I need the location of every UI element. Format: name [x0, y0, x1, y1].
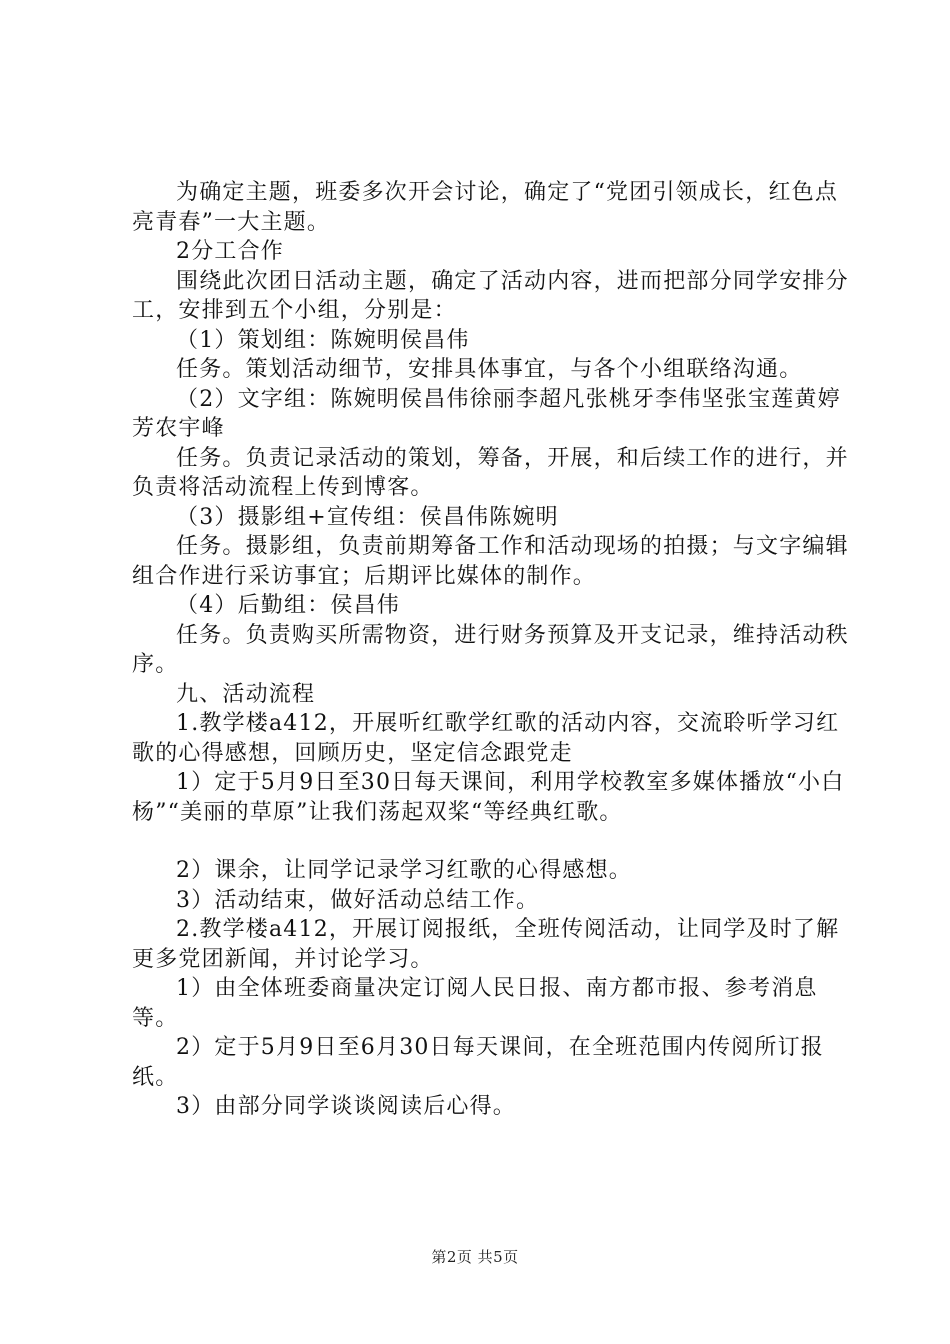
paragraph-heading-division: 2分工合作: [176, 239, 284, 264]
paragraph-theme: 为确定主题，班委多次开会讨论，确定了“党团引领成长，红色点亮青春”一大主题。: [132, 180, 839, 235]
paragraph-groups-intro: 围绕此次团日活动主题，确定了活动内容，进而把部分同学安排分工，安排到五个小组，分别是：: [132, 268, 849, 323]
paragraph-activity-1-step-3: 3）活动结束，做好活动总结工作。: [176, 887, 540, 913]
paragraph-photo-task: 任务。摄影组，负责前期筹备工作和活动现场的拍摄；与文字编辑组合作进行采访事宜；后期评比媒体的制作。: [132, 534, 849, 589]
paragraph-activity-2-step-3: 3）由部分同学谈谈阅读后心得。: [176, 1094, 516, 1119]
paragraph-activity-2-step-1: 1）由全体班委商量决定订阅人民日报、南方都市报、参考消息等。: [132, 976, 818, 1031]
paragraph-writing-group: （2）文字组：陈婉明侯昌伟徐丽李超凡张桃牙李伟坚张宝莲黄婷芳农宇峰: [132, 386, 841, 441]
paragraph-activity-2: 2.教学楼a412，开展订阅报纸，全班传阅活动，让同学及时了解更多党团新闻，并讨论学习。: [132, 917, 840, 972]
paragraph-activity-2-step-2: 2）定于5月9日至6月30日每天课间，在全班范围内传阅所订报纸。: [132, 1035, 824, 1090]
paragraph-logistics-group: （4）后勤组：侯昌伟: [176, 593, 400, 618]
page-number-footer: 第2页 共5页: [431, 1248, 519, 1266]
section-heading-process: 九、活动流程: [176, 681, 316, 707]
paragraph-logistics-task: 任务。负责购买所需物资，进行财务预算及开支记录，维持活动秩序。: [132, 622, 849, 677]
paragraph-activity-1-step-2: 2）课余，让同学记录学习红歌的心得感想。: [176, 858, 632, 883]
paragraph-spacer: [132, 827, 852, 856]
document-body: [132, 178, 852, 1122]
paragraph-planning-task: 任务。策划活动细节，安排具体事宜，与各个小组联络沟通。: [176, 357, 803, 382]
paragraph-activity-1-step-1: 1）定于5月9日至30日每天课间，利用学校教室多媒体播放“小白杨”“美丽的草原”让我们荡起双桨“等经典红歌。: [132, 770, 845, 825]
paragraph-planning-group: （1）策划组：陈婉明侯昌伟: [176, 327, 470, 353]
paragraph-photo-group: （3）摄影组+宣传组：侯昌伟陈婉明: [176, 504, 559, 530]
paragraph-activity-1: 1.教学楼a412，开展听红歌学红歌的活动内容，交流聆听学习红歌的心得感想，回顾历史，坚定信念跟党走: [132, 711, 840, 766]
paragraph-writing-task: 任务。负责记录活动的策划，筹备，开展，和后续工作的进行，并负责将活动流程上传到博客。: [132, 445, 849, 500]
